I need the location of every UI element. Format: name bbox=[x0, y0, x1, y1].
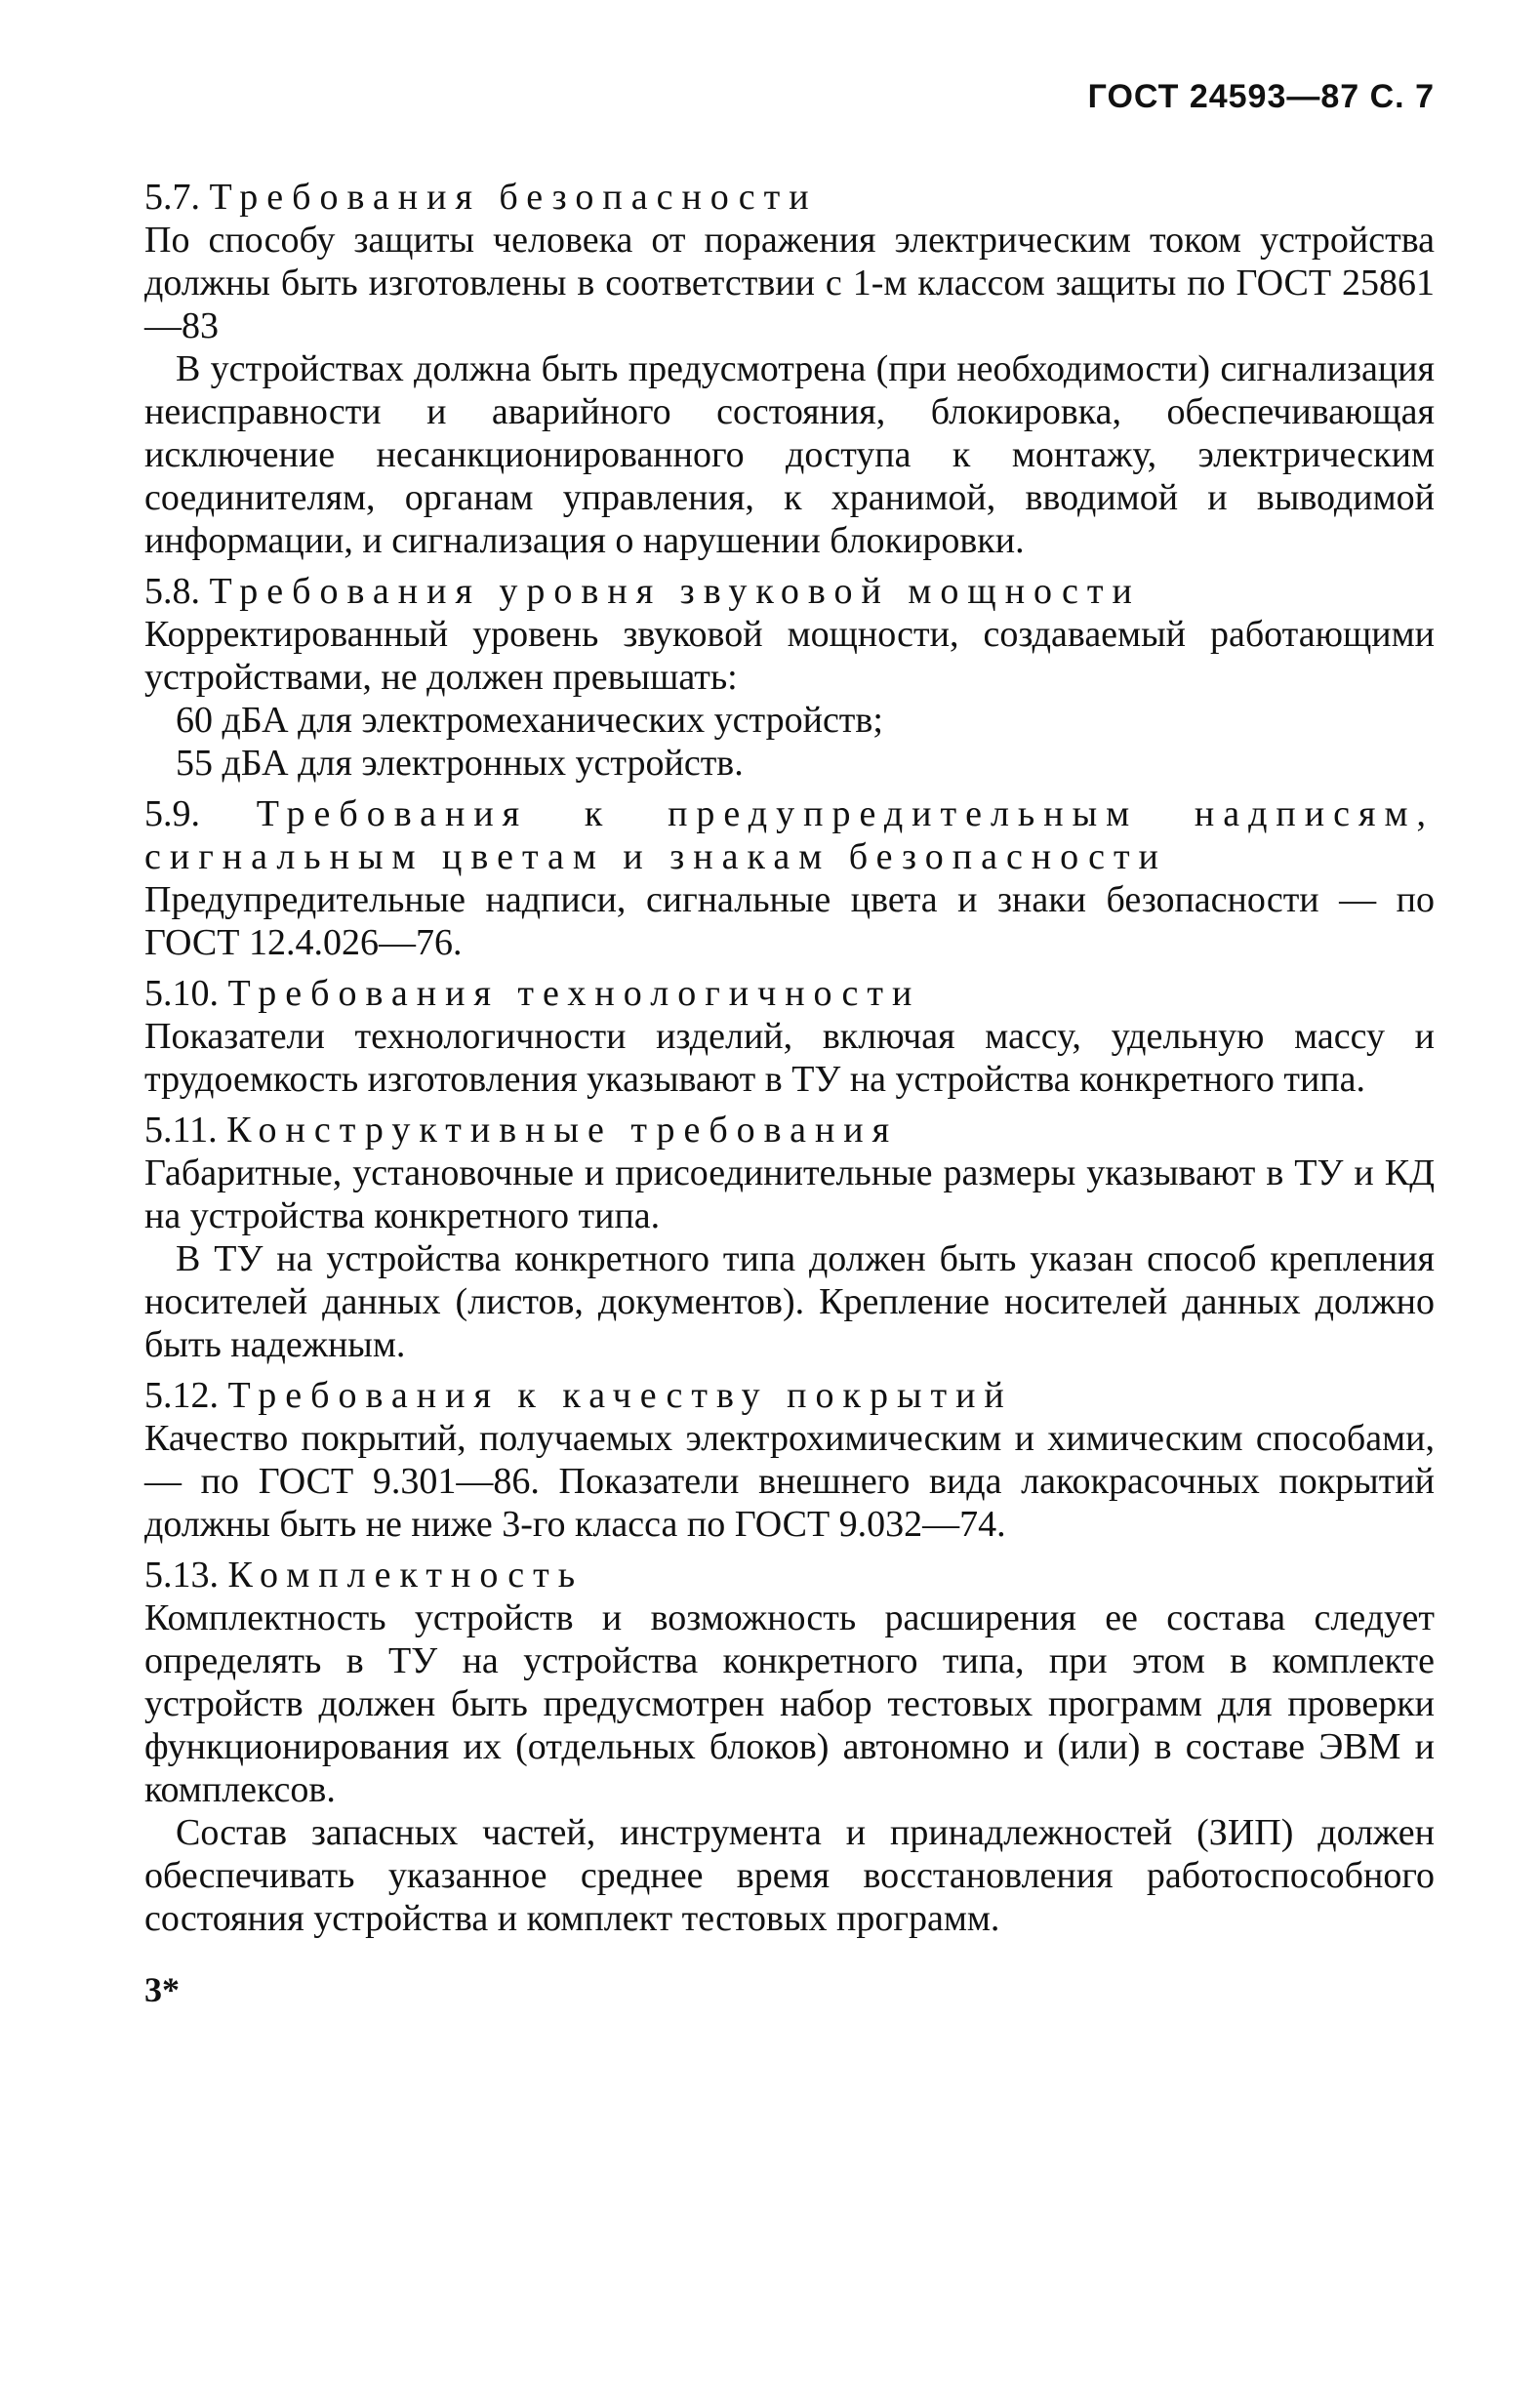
section-title bbox=[144, 1374, 1435, 1417]
document-page bbox=[144, 78, 1435, 2010]
section-heading: Конструктивные требования bbox=[226, 1110, 899, 1151]
section-heading: Требования уровня звуковой мощности bbox=[209, 571, 1141, 612]
section-number: 5.13. bbox=[144, 1555, 219, 1596]
list-item: 60 дБА для электромеханических устройств; bbox=[176, 700, 883, 741]
paragraph: Качество покрытий, получаемых электрохимическим и химическим способами,— по ГОСТ 9.301—86. Показатели внешнего вида лакокрасочных покрытий должны быть не ниже 3-го класса по ГОСТ 9.032—74. bbox=[144, 1418, 1435, 1545]
paragraph: Корректированный уровень звуковой мощности, создаваемый работающими устройствами, не должен превышать: bbox=[144, 614, 1435, 698]
paragraph: В устройствах должна быть предусмотрена (при необходимости) сигнализация неисправности и аварийного состояния, блокировка, обеспечивающая исключение несанкционированного доступа к монтажу, электрическим соединителям, органам управления, к хранимой, вводимой и выводимой информации, и сигнализация о нарушении блокировки. bbox=[144, 348, 1435, 561]
list-item: 55 дБА для электронных устройств. bbox=[176, 743, 744, 784]
paragraph: По способу защиты человека от поражения электрическим током устройства должны быть изготовлены в соответствии с 1-м классом защиты по ГОСТ 25861—83 bbox=[144, 220, 1435, 346]
section-heading: Требования технологичности bbox=[227, 973, 921, 1014]
section-5-10 bbox=[144, 972, 1435, 1101]
section-number: 5.9. bbox=[144, 793, 200, 834]
signature-mark: 3* bbox=[144, 1970, 180, 2009]
section-title bbox=[144, 972, 1435, 1015]
section-heading: Требования безопасности bbox=[209, 177, 818, 218]
section-number: 5.12. bbox=[144, 1375, 219, 1416]
section-title bbox=[144, 1109, 1435, 1152]
paragraph: Состав запасных частей, инструмента и принадлежностей (ЗИП) должен обеспечивать указанное среднее время восстановления работоспособного состояния устройства и комплект тестовых программ. bbox=[144, 1812, 1435, 1939]
section-5-13 bbox=[144, 1554, 1435, 1940]
section-heading: Требования к предупредительным надписям, сигнальным цветам и знакам безопасности bbox=[144, 793, 1435, 877]
section-number: 5.8. bbox=[144, 571, 200, 612]
section-title bbox=[144, 792, 1435, 878]
section-heading: Требования к качеству покрытий bbox=[227, 1375, 1013, 1416]
section-heading: Комплектность bbox=[227, 1555, 585, 1596]
paragraph: Комплектность устройств и возможность расширения ее состава следует определять в ТУ на устройства конкретного типа, при этом в комплекте устройств должен быть предусмотрен набор тестовых программ для проверки функционирования их (отдельных блоков) автономно и (или) в составе ЭВМ и комплексов. bbox=[144, 1597, 1435, 1810]
paragraph: В ТУ на устройства конкретного типа должен быть указан способ крепления носителей данных (листов, документов). Крепление носителей данных должно быть надежным. bbox=[144, 1238, 1435, 1365]
section-5-8 bbox=[144, 570, 1435, 785]
page-header: ГОСТ 24593—87 С. 7 bbox=[1087, 78, 1435, 115]
section-title bbox=[144, 1554, 1435, 1596]
section-number: 5.7. bbox=[144, 177, 200, 218]
section-5-11 bbox=[144, 1109, 1435, 1366]
section-5-9 bbox=[144, 792, 1435, 964]
section-title bbox=[144, 176, 1435, 219]
paragraph: Показатели технологичности изделий, включая массу, удельную массу и трудоемкость изготовления указывают в ТУ на устройства конкретного типа. bbox=[144, 1016, 1435, 1100]
paragraph: Предупредительные надписи, сигнальные цвета и знаки безопасности — по ГОСТ 12.4.026—76. bbox=[144, 879, 1435, 963]
section-title bbox=[144, 570, 1435, 613]
section-5-7 bbox=[144, 176, 1435, 562]
section-number: 5.10. bbox=[144, 973, 219, 1014]
section-number: 5.11. bbox=[144, 1110, 218, 1151]
section-5-12 bbox=[144, 1374, 1435, 1546]
paragraph: Габаритные, установочные и присоединительные размеры указывают в ТУ и КД на устройства конкретного типа. bbox=[144, 1152, 1435, 1236]
